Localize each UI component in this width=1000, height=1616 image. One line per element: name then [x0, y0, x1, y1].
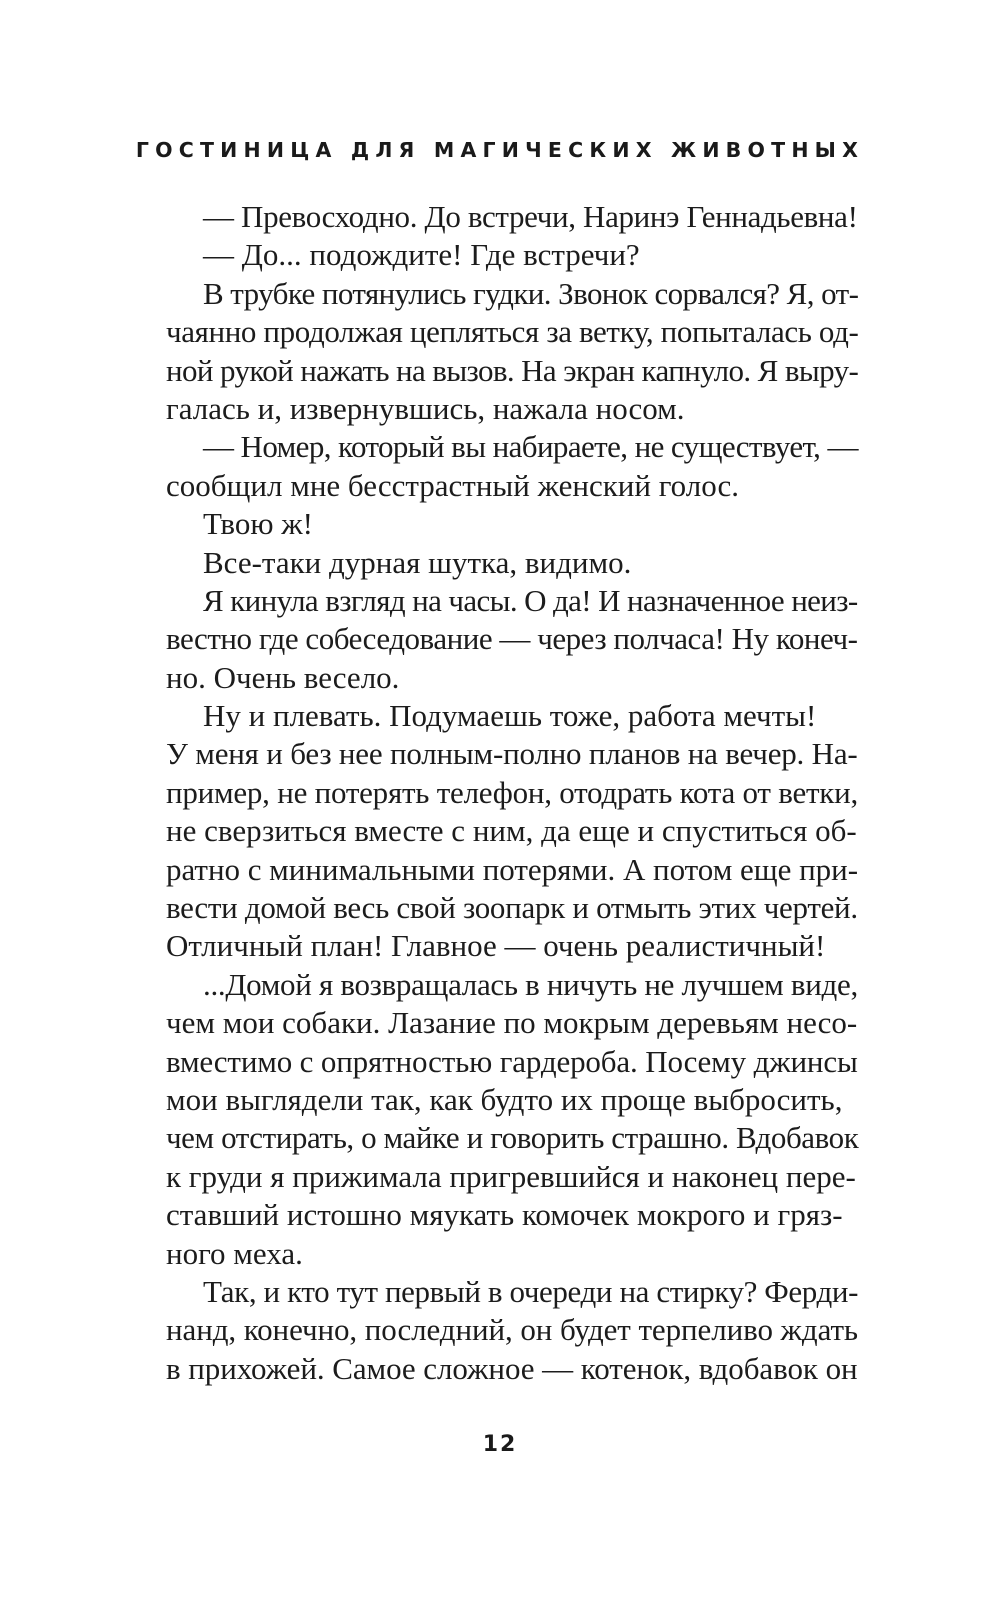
paragraph: [166, 198, 858, 236]
text-line: чаянно продолжая цепляться за ветку, попыталась од-: [166, 314, 859, 350]
text-line: ной рукой нажать на вызов. На экран капнуло. Я выру-: [166, 352, 859, 388]
text-line: В трубке потянулись гудки. Звонок сорвался? Я, от-: [203, 275, 859, 311]
text-line: ного меха.: [166, 1235, 303, 1271]
paragraph: [166, 428, 858, 505]
text-line: — Номер, который вы набираете, не существует, —: [203, 429, 858, 465]
body-text: [166, 198, 858, 1388]
paragraph: [166, 275, 858, 429]
paragraph: [166, 236, 858, 274]
text-line: Ну и плевать. Подумаешь тоже, работа мечты!: [203, 698, 817, 734]
paragraph: [166, 966, 858, 1273]
paragraph: [166, 582, 858, 697]
text-line: Так, и кто тут первый в очереди на стирку? Ферди-: [203, 1273, 859, 1309]
text-line: но. Очень весело.: [166, 659, 400, 695]
text-line: Твою ж!: [203, 506, 313, 542]
text-line: нанд, конечно, последний, он будет терпеливо ждать: [166, 1312, 858, 1348]
paragraph: [166, 1273, 858, 1388]
paragraph: [166, 505, 858, 543]
text-line: не сверзиться вместе с ним, да еще и спуститься об-: [166, 813, 857, 849]
text-line: У меня и без нее полным-полно планов на вечер. На-: [166, 736, 858, 772]
text-line: вестно где собеседование — через полчаса! Ну конеч-: [166, 621, 858, 657]
text-line: — Превосходно. До встречи, Наринэ Геннадьевна!: [203, 199, 858, 234]
text-line: к груди я прижимала пригревшийся и наконец пере-: [166, 1158, 856, 1194]
paragraph: [166, 544, 858, 582]
paragraph: [166, 697, 858, 966]
text-line: в прихожей. Самое сложное — котенок, вдобавок он: [166, 1350, 858, 1386]
text-line: чем отстирать, о майке и говорить страшно. Вдобавок: [166, 1120, 859, 1156]
text-line: — До... подождите! Где встречи?: [203, 237, 640, 273]
text-line: ...Домой я возвращалась в ничуть не лучшем виде,: [203, 966, 858, 1002]
text-line: Я кинула взгляд на часы. О да! И назначенное неиз-: [203, 582, 858, 618]
text-line: Все-таки дурная шутка, видимо.: [203, 544, 632, 580]
text-line: сообщил мне бесстрастный женский голос.: [166, 467, 739, 503]
text-line: галась и, извернувшись, нажала носом.: [166, 390, 685, 426]
text-line: ратно с минимальными потерями. А потом еще при-: [166, 851, 858, 887]
text-line: вместимо с опрятностью гардероба. Посему джинсы: [166, 1043, 858, 1079]
running-head: ГОСТИНИЦА ДЛЯ МАГИЧЕСКИХ ЖИВОТНЫХ: [135, 138, 865, 162]
text-line: чем мои собаки. Лазание по мокрым деревьям несо-: [166, 1005, 858, 1041]
text-line: пример, не потерять телефон, отодрать кота от ветки,: [166, 774, 858, 810]
text-line: ставший истошно мяукать комочек мокрого и гряз-: [166, 1197, 843, 1233]
text-line: вести домой весь свой зоопарк и отмыть этих чертей.: [166, 890, 858, 926]
text-line: мои выглядели так, как будто их проще выбросить,: [166, 1081, 843, 1117]
page-number: 12: [482, 1432, 518, 1457]
text-line: Отличный план! Главное — очень реалистичный!: [166, 928, 826, 964]
